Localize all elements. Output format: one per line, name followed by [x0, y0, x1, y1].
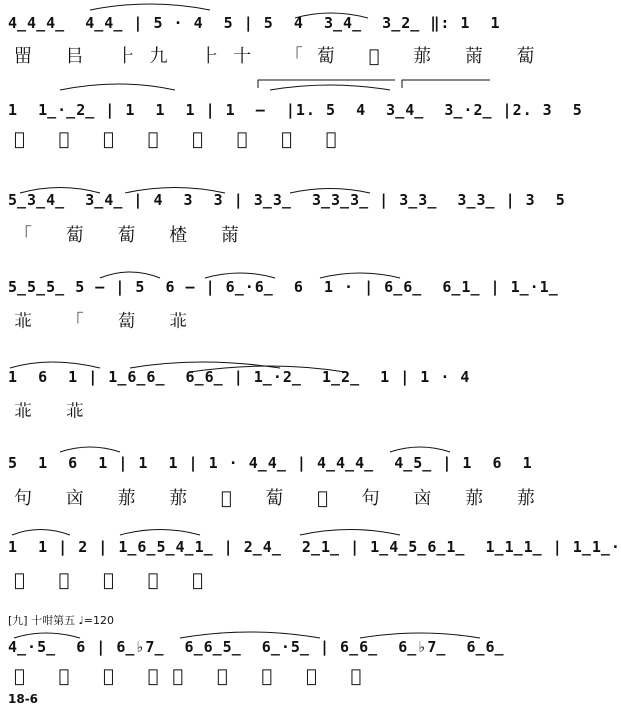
- slur: [90, 4, 210, 10]
- tablature-line: 𦮃 𦮃: [14, 401, 98, 422]
- note-line: 5̲5̲5̲ 5 — | 5 6 — | 6̲·6̲ 6 1 · | 6̲6̲ 6̲1̲ | 1̲·1̲: [8, 278, 559, 296]
- tablature-line: 𦭘 句 𦭘 「蔔 𦭘 𦰡 𦲸 𦭘: [14, 666, 376, 687]
- tablature-line: 𦭘 𦲸 𢁺 𦲸 𦭘 蒿 從 𦮃: [14, 129, 351, 150]
- slur: [60, 84, 175, 90]
- volta-bracket-2: [402, 80, 490, 88]
- note-line: 5̲3̲4̲ 3̲4̲ | 4 3 3 | 3̲3̲ 3̲3̲3̲ | 3̲3̲ 3̲3̲ | 3 5: [8, 191, 566, 209]
- slur: [12, 530, 70, 536]
- section-heading: [九] 十咁第五 ♩=120: [8, 614, 114, 627]
- note-line: 4̲4̲4̲ 4̲4̲ | 5 · 4 5 | 5 4 3̲4̲ 3̲2̲ ‖: 1 1: [8, 14, 501, 32]
- note-line: 1 6 1 | 1̲6̲6̲ 6̲6̲ | 1̲·2̲ 1̲2̲ 1 | 1 · 4: [8, 368, 471, 386]
- note-line: 1 1 | 2 | 1̲6̲5̲4̲1̲ | 2̲4̲ 2̲1̲ | 1̲4̲5̲6̲1̲ 1̲1̲1̲ | 1̲1̲·: [8, 538, 621, 556]
- tablature-line: 㽞 㠯 ⺊九 ⺊十 「蔔 𦭘 𦰡 𦲸 蔔: [14, 46, 549, 67]
- tablature-line: 句 㐫 𦰡 𦰡 𦭘 蔔 𦭘 句 㐫 𦰡 𦰡: [14, 488, 549, 509]
- slur: [270, 85, 390, 90]
- note-line: 5 1 6 1 | 1 1 | 1 · 4̲4̲ | 4̲4̲4̲ 4̲5̲ | 1 6 1: [8, 454, 533, 472]
- tablature-line: 𦮃 「 蔔 𦮃: [14, 311, 202, 332]
- slur: [60, 447, 120, 452]
- note-line: 1 1̲·̲2̲ | 1 1 1 | 1 — |1. 5 4 3̲4̲ 3̲·2̲ |2. 3 5: [8, 101, 583, 119]
- page-number: 18-6: [8, 692, 39, 706]
- slur: [390, 447, 450, 452]
- tablature-line: 「 蔔 蔔 楂 𦲸: [14, 225, 253, 246]
- volta-bracket-1: [258, 80, 395, 88]
- slur: [300, 530, 400, 536]
- slur: [120, 530, 200, 536]
- note-line: 4̲·5̲ 6 | 6̲♭7̲ 6̲6̲5̲ 6̲·5̲ | 6̲6̲ 6̲♭7̲ 6̲6̲: [8, 638, 505, 656]
- tablature-line: 𦭘 𦲸 𦭘 𦲸 𦲸: [14, 570, 217, 591]
